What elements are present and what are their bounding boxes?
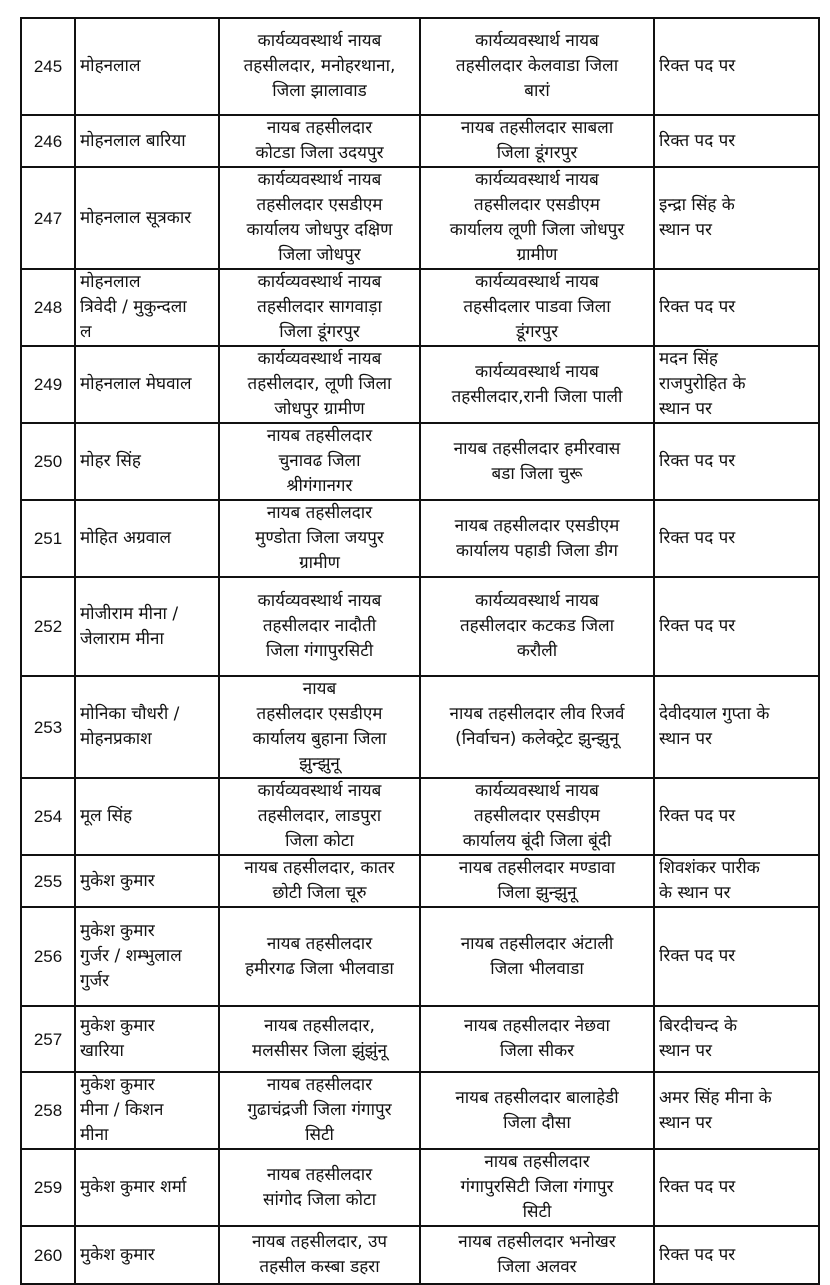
from-line: जिला झालावाड [272,81,367,101]
name-line: मीना / किशन [80,1100,164,1120]
to-line: कार्यव्यवस्थार्थ नायब [475,170,599,190]
from-line: कार्यालय जोधपुर दक्षिण [246,220,393,240]
table-row [21,500,819,577]
from-line: तहसील कस्बा डहरा [259,1257,380,1277]
name-line: मुकेश कुमार शर्मा [80,1177,187,1197]
name-line: मुकेश कुमार [80,1075,155,1095]
cell-name [75,907,219,1006]
cell-remark [654,115,819,167]
remark-line: रिक्त पद पर [659,616,736,636]
cell-to [420,1006,654,1072]
cell-from [219,269,420,346]
to-line: नायब तहसीलदार [484,1152,590,1172]
from-line: नायब तहसीलदार [266,118,373,138]
cell-to [420,1149,654,1226]
cell-from [219,855,420,907]
to-line: कार्यव्यवस्थार्थ नायब [475,361,599,382]
to-line: कार्यव्यवस्थार्थ नायब [475,272,599,292]
transfer-table [20,17,820,1285]
to-line: नायब तहसीलदार मण्डावा [458,858,616,878]
from-line: कार्यव्यवस्थार्थ नायब [257,781,382,801]
to-line: कार्यालय लूणी जिला जोधपुर [449,220,625,240]
table-row [21,1149,819,1226]
from-line: नायब तहसीलदार [266,503,373,523]
from-line: ग्रामीण [299,553,340,573]
remark-line: अमर सिंह मीना के [659,1087,772,1108]
name-line: मुकेश कुमार [80,921,155,941]
from-line: जिला जोधपुर [278,245,361,265]
cell-remark [654,1149,819,1226]
cell-remark [654,1072,819,1149]
name-line: मुकेश कुमार [80,1244,155,1265]
cell-to [420,115,654,167]
to-line: जिला डूंगरपुर [496,143,578,163]
from-line: तहसीलदार, मनोहरथाना, [243,56,396,76]
name-line: गुर्जर / शम्भुलाल [80,946,182,966]
to-line: नायब तहसीलदार लीव रिजर्व [449,704,625,724]
from-line: मलसीसर जिला झुंझुंनू [252,1041,387,1061]
remark-line: स्थान पर [659,1041,712,1061]
from-line: जिला कोटा [285,831,354,851]
cell-name [75,778,219,855]
from-line: नायब तहसीलदार, कातर [244,858,395,878]
name-line: त्रिवेदी / मुकुन्दला [80,297,187,317]
to-line: तहसीलदार एसडीएम [474,195,600,215]
table-row [21,346,819,423]
cell-to [420,855,654,907]
remark-line: इन्द्रा सिंह के [659,195,735,215]
cell-to [420,1226,654,1284]
to-line: तहसीलदार कटकड जिला [459,616,615,636]
remark-line: रिक्त पद पर [659,946,736,966]
table-row [21,18,819,115]
cell-sn: 252 [21,577,75,676]
remark-line: रिक्त पद पर [659,451,736,471]
remark-line: राजपुरोहित के [659,374,746,394]
to-line: कार्यव्यवस्थार्थ नायब [475,591,599,611]
from-line: नायब तहसीलदार, [264,1016,375,1036]
cell-remark [654,676,819,778]
cell-to [420,676,654,778]
cell-name [75,1226,219,1284]
table-row [21,1226,819,1284]
cell-sn: 245 [21,18,75,115]
cell-sn: 257 [21,1006,75,1072]
name-line: ल [80,322,92,342]
to-line: सिटी [522,1202,552,1222]
cell-sn: 259 [21,1149,75,1226]
cell-name [75,1006,219,1072]
to-line: नायब तहसीलदार हमीरवास [453,438,621,459]
cell-to [420,423,654,500]
to-line: बारां [524,81,550,101]
table-row [21,676,819,778]
from-line: तहसीलदार एसडीएम [256,195,383,215]
from-line: सिटी [305,1125,334,1145]
from-line: हमीरगढ जिला भीलवाडा [245,958,394,979]
cell-from [219,1006,420,1072]
from-line: चुनावढ जिला [278,451,361,471]
table-row [21,167,819,269]
cell-to [420,18,654,115]
to-line: जिला दौसा [503,1112,571,1133]
from-line: नायब तहसीलदार [266,933,373,954]
cell-to [420,778,654,855]
cell-name [75,167,219,269]
remark-line: रिक्त पद पर [659,1244,736,1265]
to-line: जिला भीलवाडा [490,958,584,979]
from-line: मुण्डोता जिला जयपुर [255,528,384,548]
to-line: जिला सीकर [499,1041,575,1061]
from-line: जिला गंगापुरसिटी [265,641,374,661]
cell-remark [654,907,819,1006]
to-line: कार्यव्यवस्थार्थ नायब [475,781,599,801]
from-line: तहसीलदार, लूणी जिला [247,374,392,394]
table-body [21,18,819,1284]
cell-sn: 250 [21,423,75,500]
cell-remark [654,269,819,346]
cell-remark [654,167,819,269]
to-line: कार्यालय पहाडी जिला डीग [456,540,618,561]
from-line: कार्यव्यवस्थार्थ नायब [257,591,382,611]
cell-sn: 247 [21,167,75,269]
cell-name [75,1149,219,1226]
remark-line: स्थान पर [659,399,712,419]
from-line: नायब [302,679,337,699]
table-row [21,855,819,907]
table-row [21,577,819,676]
cell-sn: 246 [21,115,75,167]
from-line: कार्यव्यवस्थार्थ नायब [257,31,382,51]
to-line: (निर्वाचन) कलेक्ट्रेट झुन्झुनू [455,729,619,749]
to-line: तहसीलदार एसडीएम [474,806,600,826]
cell-sn: 251 [21,500,75,577]
table-row [21,1072,819,1149]
from-line: कार्यव्यवस्थार्थ नायब [257,272,382,292]
cell-sn: 254 [21,778,75,855]
cell-to [420,577,654,676]
from-line: कार्यालय बुहाना जिला [252,729,387,749]
cell-sn: 260 [21,1226,75,1284]
to-line: नायब तहसीलदार भनोखर [458,1232,616,1252]
cell-remark [654,1226,819,1284]
cell-from [219,423,420,500]
from-line: तहसीलदार एसडीएम [256,704,383,724]
table-row [21,423,819,500]
from-line: कोटडा जिला उदयपुर [255,143,384,163]
remark-line: रिक्त पद पर [659,297,736,317]
cell-remark [654,577,819,676]
name-line: जेलाराम मीना [80,628,164,649]
cell-name [75,676,219,778]
cell-from [219,167,420,269]
to-line: करौली [516,641,558,661]
to-line: डूंगरपुर [515,322,559,342]
name-line: मोहनलाल [80,56,141,76]
cell-from [219,676,420,778]
cell-sn: 249 [21,346,75,423]
cell-remark [654,500,819,577]
cell-name [75,1072,219,1149]
from-line: तहसीलदार नादौती [262,616,377,636]
cell-to [420,1072,654,1149]
to-line: बडा जिला चुरू [491,463,583,484]
cell-name [75,577,219,676]
name-line: मोहनलाल सूत्रकार [80,207,192,228]
remark-line: मदन सिंह [659,349,718,369]
to-line: नायब तहसीलदार नेछवा [464,1016,610,1036]
cell-from [219,1072,420,1149]
cell-to [420,167,654,269]
remark-line: रिक्त पद पर [659,528,736,548]
to-line: तहसीलदार,रानी जिला पाली [451,386,623,407]
cell-from [219,115,420,167]
cell-remark [654,346,819,423]
to-line: नायब तहसीलदार एसडीएम [454,515,620,536]
to-line: जिला झुन्झुनू [497,883,577,903]
remark-line: देवीदयाल गुप्ता के [659,704,770,724]
name-line: मोहनप्रकाश [80,729,152,749]
to-line: नायब तहसीलदार अंटाली [460,933,614,954]
table-row [21,907,819,1006]
cell-from [219,500,420,577]
remark-line: बिरदीचन्द के [659,1016,738,1036]
name-line: मोनिका चौधरी / [80,704,180,724]
cell-sn: 258 [21,1072,75,1149]
cell-name [75,269,219,346]
remark-line: रिक्त पद पर [659,130,736,151]
remark-line: स्थान पर [659,1112,712,1133]
cell-name [75,18,219,115]
cell-remark [654,18,819,115]
name-line: मोजीराम मीना / [80,603,179,624]
cell-remark [654,778,819,855]
cell-to [420,346,654,423]
cell-from [219,346,420,423]
name-line: मोहनलाल [80,272,141,292]
name-line: मीना [80,1125,109,1145]
cell-to [420,907,654,1006]
table-row [21,1006,819,1072]
table-row [21,269,819,346]
cell-name [75,346,219,423]
from-line: तहसीलदार सागवाड़ा [257,297,382,317]
to-line: कार्यालय बूंदी जिला बूंदी [462,831,612,851]
from-line: तहसीलदार, लाडपुरा [257,806,382,826]
cell-remark [654,423,819,500]
cell-sn: 248 [21,269,75,346]
table-row [21,115,819,167]
remark-line: के स्थान पर [659,883,731,903]
cell-sn: 253 [21,676,75,778]
remark-line: स्थान पर [659,729,712,749]
name-line: गुर्जर [80,971,110,991]
name-line: मूल सिंह [80,806,133,826]
to-line: तहसीलदार केलवाडा जिला [455,56,619,76]
from-line: सांगोद जिला कोटा [262,1189,377,1210]
from-line: श्रीगंगानगर [286,476,353,496]
to-line: ग्रामीण [516,245,558,265]
name-line: खारिया [80,1041,124,1061]
from-line: झुन्झुनू [299,754,340,774]
name-line: मोहित अग्रवाल [80,528,172,548]
from-line: गुढाचंद्रजी जिला गंगापुर [247,1100,392,1120]
to-line: कार्यव्यवस्थार्थ नायब [475,31,599,51]
name-line: मुकेश कुमार [80,870,155,891]
to-line: गंगापुरसिटी जिला गंगापुर [460,1177,614,1197]
cell-from [219,1149,420,1226]
to-line: नायब तहसीलदार साबला [460,118,614,138]
to-line: नायब तहसीलदार बालाहेडी [455,1087,619,1108]
cell-from [219,778,420,855]
name-line: मोहर सिंह [80,451,141,471]
from-line: कार्यव्यवस्थार्थ नायब [257,170,382,190]
cell-from [219,18,420,115]
to-line: जिला अलवर [497,1257,577,1277]
cell-from [219,907,420,1006]
from-line: नायब तहसीलदार [266,1164,373,1185]
remark-line: रिक्त पद पर [659,806,736,826]
cell-remark [654,1006,819,1072]
cell-sn: 256 [21,907,75,1006]
remark-line: स्थान पर [659,220,712,240]
to-line: तहसीदलार पाडवा जिला [463,297,611,317]
from-line: नायब तहसीलदार, उप [251,1232,388,1252]
cell-from [219,577,420,676]
from-line: नायब तहसीलदार [266,1075,373,1095]
cell-name [75,115,219,167]
table-row [21,778,819,855]
name-line: मोहनलाल मेघवाल [80,374,192,394]
name-line: मोहनलाल बारिया [80,130,186,151]
from-line: कार्यव्यवस्थार्थ नायब [257,349,382,369]
cell-name [75,423,219,500]
cell-sn: 255 [21,855,75,907]
remark-line: शिवशंकर पारीक [659,858,760,878]
from-line: छोटी जिला चूरु [272,883,367,903]
cell-to [420,269,654,346]
from-line: नायब तहसीलदार [266,426,373,446]
name-line: मुकेश कुमार [80,1016,155,1036]
from-line: जोधपुर ग्रामीण [274,399,365,419]
cell-from [219,1226,420,1284]
cell-name [75,500,219,577]
cell-to [420,500,654,577]
from-line: जिला डूंगरपुर [279,322,360,342]
cell-name [75,855,219,907]
remark-line: रिक्त पद पर [659,56,736,76]
cell-remark [654,855,819,907]
remark-line: रिक्त पद पर [659,1177,736,1197]
